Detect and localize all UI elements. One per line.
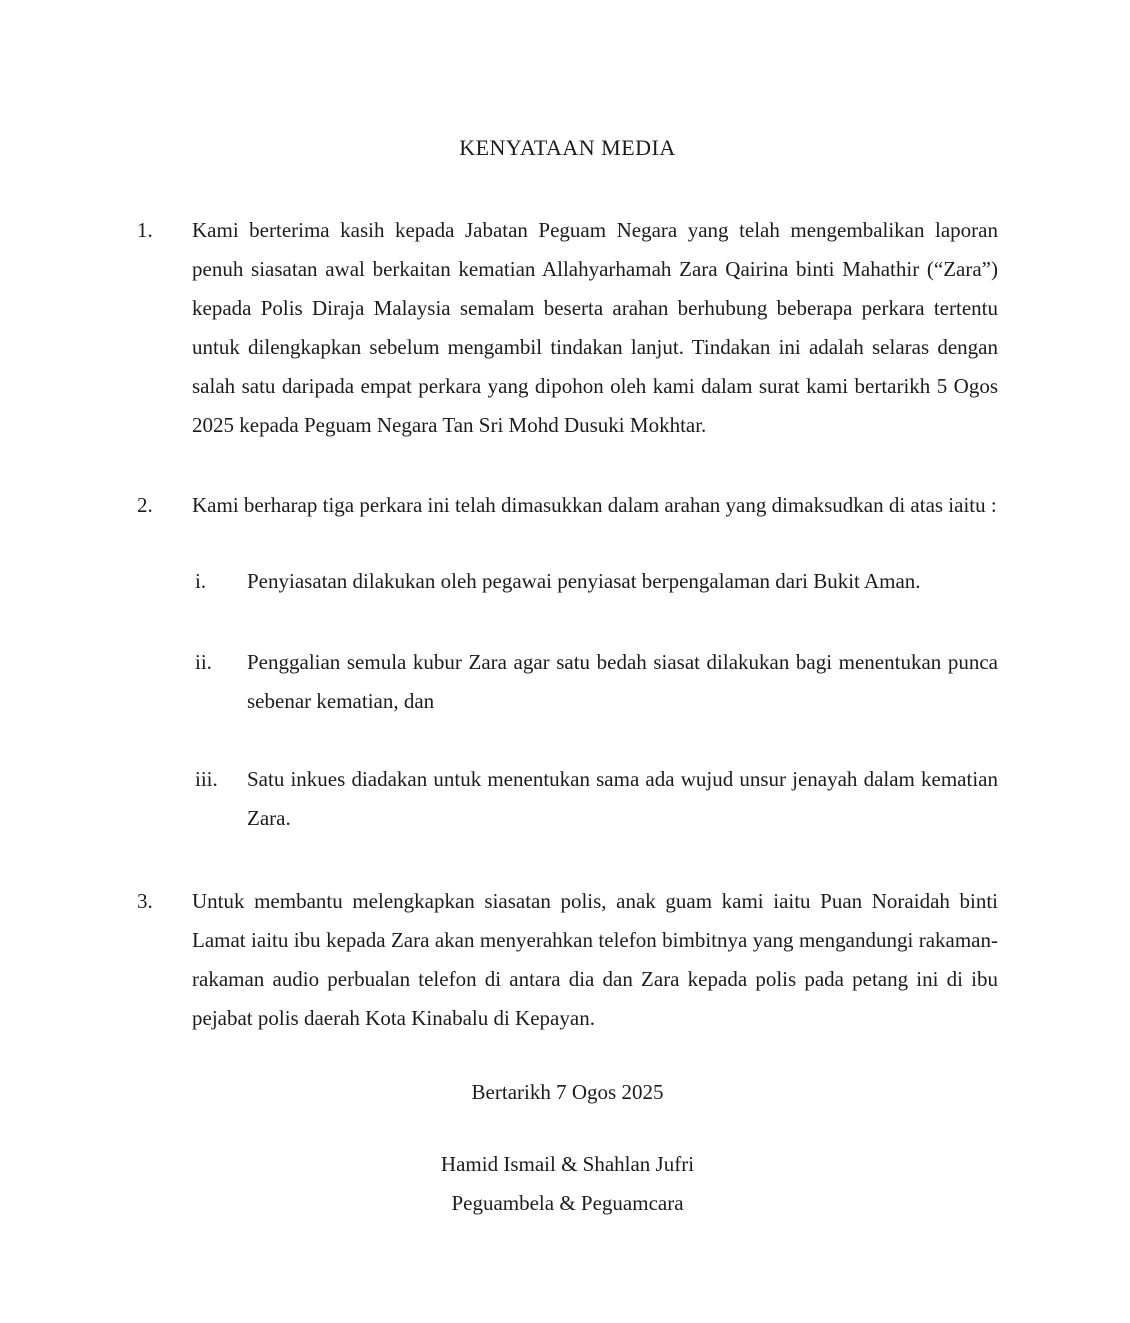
paragraph-3-number: 3. (137, 889, 153, 913)
paragraph-2 (137, 486, 998, 525)
signature-names: Hamid Ismail & Shahlan Jufri (440, 1152, 695, 1176)
paragraph-2-text: Kami berharap tiga perkara ini telah dimasukkan dalam arahan yang dimaksudkan di atas iaitu : (192, 493, 997, 517)
paragraph-2-number: 2. (137, 493, 153, 517)
subitem-ii (195, 643, 998, 721)
paragraph-1 (137, 211, 998, 445)
paragraph-1-number: 1. (137, 218, 153, 242)
subitem-iii-number: iii. (195, 767, 218, 791)
subitem-iii (195, 760, 998, 838)
document-title: KENYATAAN MEDIA (459, 135, 676, 160)
subitem-i (195, 562, 998, 601)
subitem-i-number: i. (195, 569, 207, 593)
paragraph-3-text: Untuk membantu melengkapkan siasatan polis, anak guam kami iaitu Puan Noraidah binti Lamat iaitu ibu kepada Zara akan menyerahkan telefon bimbitnya yang mengandungi rakaman-rakaman audio perbualan telefon di antara dia dan Zara kepada polis pada petang ini di ibu pejabat polis daerah Kota Kinabalu di Kepayan. (192, 889, 998, 1030)
signature-role: Peguambela & Peguamcara (451, 1191, 684, 1215)
paragraph-1-text: Kami berterima kasih kepada Jabatan Peguam Negara yang telah mengembalikan laporan penuh siasatan awal berkaitan kematian Allahyarhamah Zara Qairina binti Mahathir (“Zara”) kepada Polis Diraja Malaysia semalam beserta arahan berhubung beberapa perkara tertentu untuk dilengkapkan sebelum mengambil tindakan lanjut. Tindakan ini adalah selaras dengan salah satu daripada empat perkara yang dipohon oleh kami dalam surat kami bertarikh 5 Ogos 2025 kepada Peguam Negara Tan Sri Mohd Dusuki Mokhtar. (192, 218, 998, 437)
subitem-ii-text: Penggalian semula kubur Zara agar satu bedah siasat dilakukan bagi menentukan punca sebenar kematian, dan (247, 650, 998, 713)
subitem-iii-text: Satu inkues diadakan untuk menentukan sama ada wujud unsur jenayah dalam kematian Zara. (247, 767, 998, 830)
date-line: Bertarikh 7 Ogos 2025 (471, 1080, 664, 1104)
paragraph-3 (137, 882, 998, 1038)
subitem-ii-number: ii. (195, 650, 212, 674)
subitem-i-text: Penyiasatan dilakukan oleh pegawai penyiasat berpengalaman dari Bukit Aman. (247, 569, 921, 593)
